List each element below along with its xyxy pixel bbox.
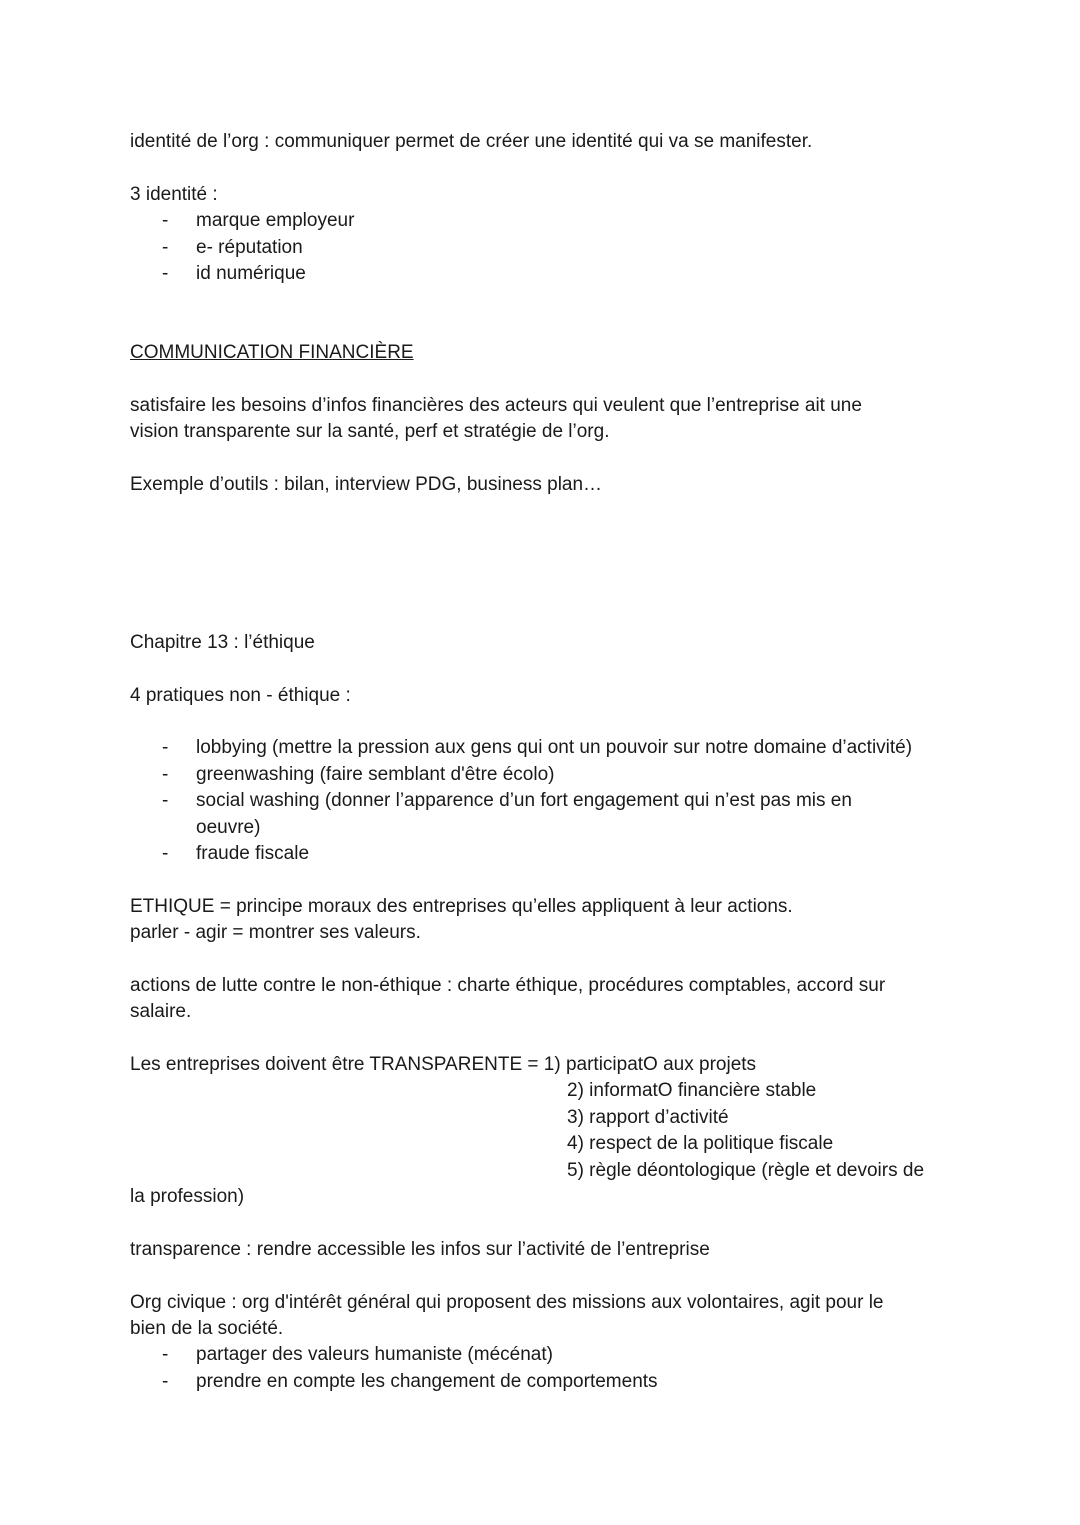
list-item: lobbying (mettre la pression aux gens qui ont un pouvoir sur notre domaine d’activité) bbox=[196, 737, 913, 758]
bullet-dash: - bbox=[162, 790, 169, 811]
three-identity-heading: 3 identité : bbox=[130, 184, 218, 205]
bullet-dash: - bbox=[162, 263, 169, 284]
bullet-dash: - bbox=[162, 1344, 169, 1365]
practices-intro: 4 pratiques non - éthique : bbox=[130, 685, 351, 706]
list-item: fraude fiscale bbox=[196, 843, 310, 864]
chapter-title: Chapitre 13 : l’éthique bbox=[130, 632, 315, 653]
identity-definition: identité de l’org : communiquer permet de créer une identité qui va se manifester. bbox=[130, 131, 813, 152]
bullet-dash: - bbox=[162, 1371, 169, 1392]
parler-agir: parler - agir = montrer ses valeurs. bbox=[130, 922, 421, 943]
bullet-dash: - bbox=[162, 210, 169, 231]
transparent-item: 5) règle déontologique (règle et devoirs de bbox=[567, 1160, 925, 1181]
paragraph-line: salaire. bbox=[130, 1001, 192, 1022]
paragraph-line: satisfaire les besoins d’infos financières des acteurs qui veulent que l’entreprise ait une bbox=[130, 395, 862, 416]
transparent-item: 2) informatO financière stable bbox=[567, 1080, 817, 1101]
list-item: greenwashing (faire semblant d'être écolo) bbox=[196, 764, 555, 785]
paragraph-line: Org civique : org d'intérêt général qui proposent des missions aux volontaires, agit pour le bbox=[130, 1292, 884, 1313]
transparent-item: 3) rapport d’activité bbox=[567, 1107, 729, 1128]
transparent-item: 4) respect de la politique fiscale bbox=[567, 1133, 834, 1154]
transparence-definition: transparence : rendre accessible les infos sur l’activité de l’entreprise bbox=[130, 1239, 710, 1260]
list-item: marque employeur bbox=[196, 210, 355, 231]
list-item: id numérique bbox=[196, 263, 306, 284]
transparent-tail: la profession) bbox=[130, 1186, 245, 1207]
bullet-dash: - bbox=[162, 764, 169, 785]
paragraph-line: vision transparente sur la santé, perf et stratégie de l’org. bbox=[130, 421, 610, 442]
paragraph-line: bien de la société. bbox=[130, 1318, 284, 1339]
ethique-definition: ETHIQUE = principe moraux des entreprises qu’elles appliquent à leur actions. bbox=[130, 896, 793, 917]
list-item: partager des valeurs humaniste (mécénat) bbox=[196, 1344, 553, 1365]
section-heading: COMMUNICATION FINANCIÈRE bbox=[130, 342, 414, 363]
paragraph-line: actions de lutte contre le non-éthique : charte éthique, procédures comptables, accord sur bbox=[130, 975, 886, 996]
list-item-continuation: oeuvre) bbox=[196, 817, 261, 838]
bullet-dash: - bbox=[162, 737, 169, 758]
list-item: prendre en compte les changement de comportements bbox=[196, 1371, 658, 1392]
list-item: e- réputation bbox=[196, 237, 303, 258]
tools-example: Exemple d’outils : bilan, interview PDG, business plan… bbox=[130, 474, 603, 495]
transparent-intro: Les entreprises doivent être TRANSPARENTE = 1) participatO aux projets bbox=[130, 1054, 757, 1075]
bullet-dash: - bbox=[162, 843, 169, 864]
list-item: social washing (donner l’apparence d’un fort engagement qui n’est pas mis en bbox=[196, 790, 852, 811]
bullet-dash: - bbox=[162, 237, 169, 258]
